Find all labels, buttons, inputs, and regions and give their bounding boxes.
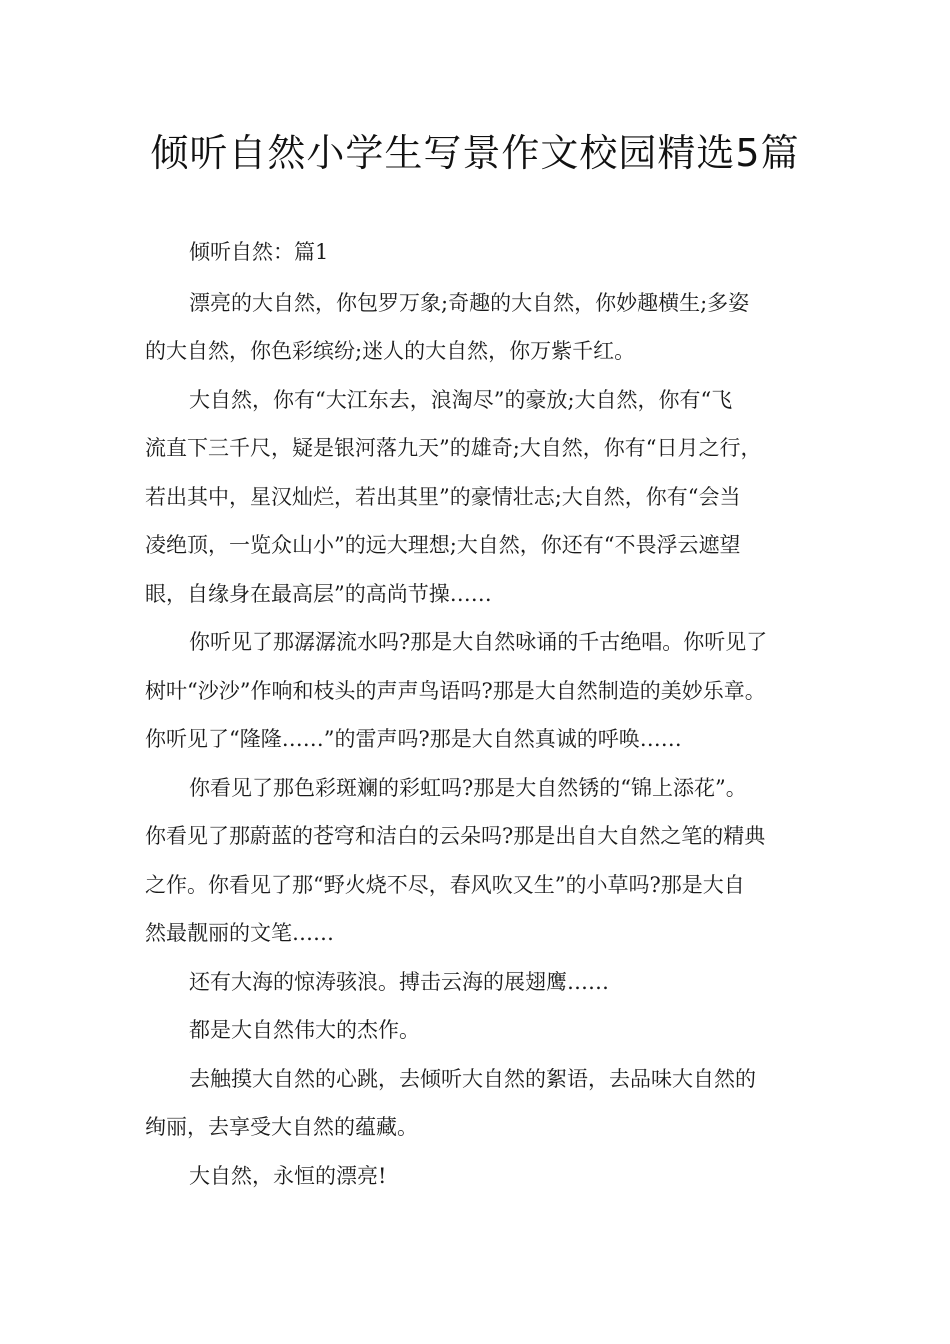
paragraph-8: 大自然，永恒的漂亮! [189, 1163, 387, 1188]
paragraph-5: 还有大海的惊涛骇浪。搏击云海的展翅鹰…… [189, 969, 609, 994]
section-heading: 倾听自然：篇1 [189, 240, 329, 264]
document-title: 倾听自然小学生写景作文校园精选5篇 [150, 131, 800, 175]
paragraph-7: 去触摸大自然的心跳，去倾听大自然的絮语，去品味大自然的 绚丽，去享受大自然的蕴藏。 [145, 1066, 756, 1139]
paragraph-3: 你听见了那潺潺流水吗?那是大自然咏诵的千古绝唱。你听见了 树叶“沙沙”作响和枝头的声声鸟语吗?那是大自然制造的美妙乐章。 你听见了“隆隆……”的雷声吗?那是大自然真诚的呼唤…… [145, 630, 768, 751]
paragraph-4: 你看见了那色彩斑斓的彩虹吗?那是大自然锈的“锦上添花”。 你看见了那蔚蓝的苍穹和洁白的云朵吗?那是出自大自然之笔的精典 之作。你看见了那“野火烧不尽，春风吹又生”的小草吗?那是大自 然最靓丽的文笔…… [145, 775, 766, 945]
paragraph-1: 漂亮的大自然，你包罗万象;奇趣的大自然，你妙趣横生;多姿 的大自然，你色彩缤纷;迷人的大自然，你万紫千红。 [145, 290, 750, 363]
document-body [145, 228, 813, 1200]
paragraph-6: 都是大自然伟大的杰作。 [189, 1018, 420, 1042]
paragraph-2: 大自然，你有“大江东去，浪淘尽”的豪放;大自然，你有“飞 流直下三千尺，疑是银河落九天”的雄奇;大自然，你有“日月之行， 若出其中，星汉灿烂，若出其里”的豪情壮志;大自然，你有“会当 凌绝顶，一览众山小”的远大理想;大自然，你还有“不畏浮云遮望 眼，自缘身在最高层”的高尚节操…… [145, 387, 762, 606]
